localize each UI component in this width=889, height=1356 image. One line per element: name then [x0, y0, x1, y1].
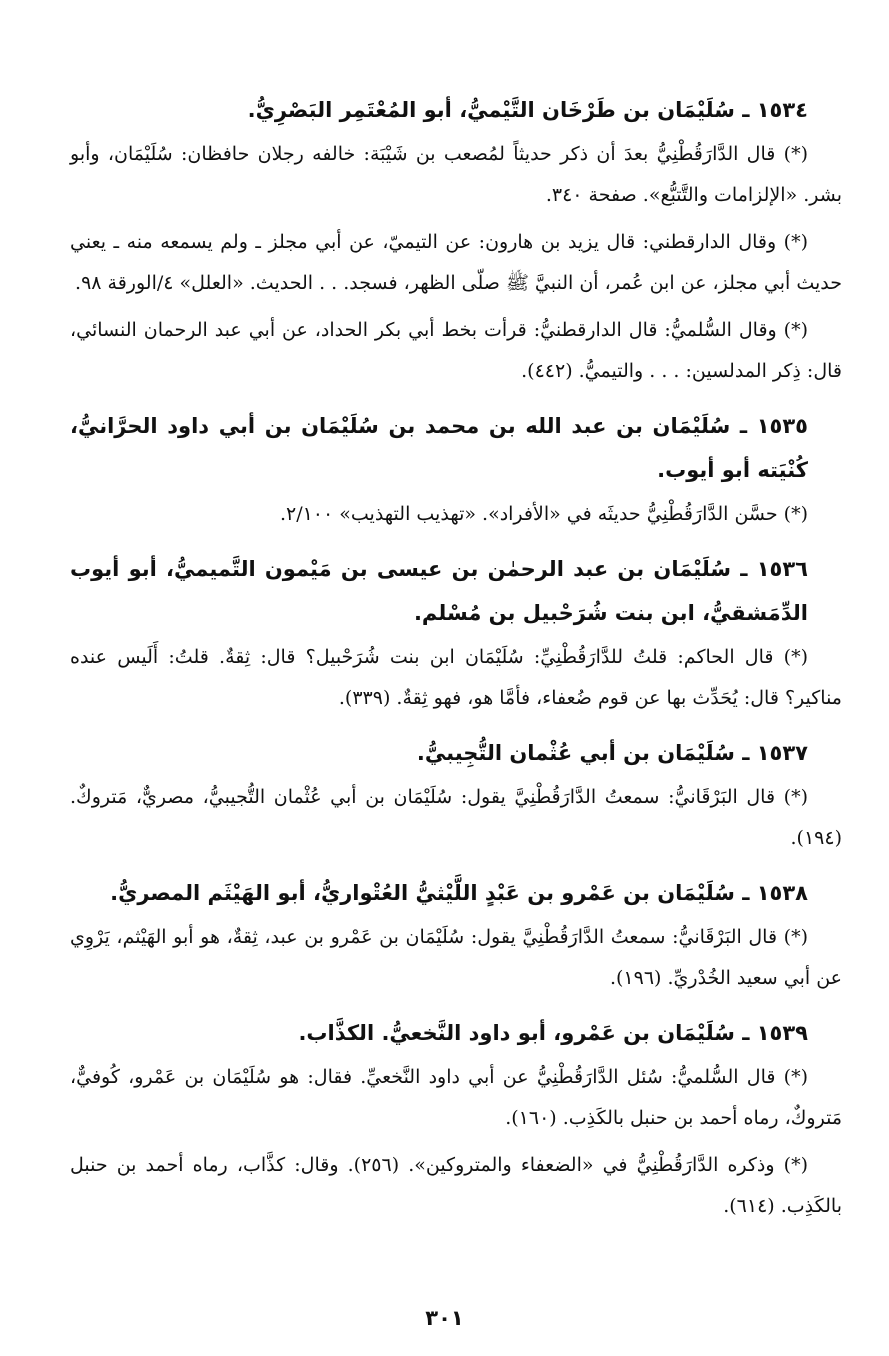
entry-heading: ١٥٣٦ ـ سُلَيْمَان بن عبد الرحمٰن بن عيسى بن مَيْمون التَّميميُّ، أبو أيوب الدِّمَشقيُّ، ابن بنت شُرَحْبيل بن مُسْلم.	[70, 557, 808, 625]
entry-paragraph: (*) قال الدَّارَقُطْنِيُّ بعدَ أن ذكر حديثاً لمُصعب بن شَيْبَة: خالفه رجلان حافظان: سُلَيْمَان، وأبو بشر. «الإلزامات والتَّتبُّع». صفحة ٣٤٠.	[70, 143, 842, 206]
entry-1538	[70, 871, 842, 999]
entry-heading: ١٥٣٨ ـ سُلَيْمَان بن عَمْرو بن عَبْدٍ اللَّيْثيُّ العُتْواريُّ، أبو الهَيْثَم المصريُّ.	[110, 881, 808, 905]
entry-heading: ١٥٣٤ ـ سُلَيْمَان بن طَرْخَان التَّيْميُّ، أبو المُعْتَمِر البَصْرِيُّ.	[247, 98, 808, 122]
entry-paragraph: (*) قال السُّلميُّ: سُئل الدَّارَقُطْنِيُّ عن أبي داود النَّخعيِّ. فقال: هو سُلَيْمَان بن عَمْرو، كُوفيٌّ، مَتروكٌ، رماه أحمد بن حنبل بالكَذِب. (١٦٠).	[70, 1066, 842, 1129]
entry-1539	[70, 1011, 842, 1227]
entry-heading: ١٥٣٩ ـ سُلَيْمَان بن عَمْرو، أبو داود النَّخعيُّ. الكذَّاب.	[298, 1021, 808, 1045]
entry-1537	[70, 731, 842, 859]
page-body	[70, 88, 842, 1239]
entry-paragraph: (*) وذكره الدَّارَقُطْنِيُّ في «الضعفاء والمتروكين». (٢٥٦). وقال: كذَّاب، رماه أحمد بن حنبل بالكَذِب. (٦١٤).	[70, 1154, 842, 1217]
entry-heading: ١٥٣٥ ـ سُلَيْمَان بن عبد الله بن محمد بن سُلَيْمَان بن أبي داود الحرَّانيُّ، كُنْيَته أبو أيوب.	[70, 414, 808, 482]
entry-paragraph: (*) قال البَرْقَانيُّ: سمعتُ الدَّارَقُطْنِيَّ يقول: سُلَيْمَان بن أبي عُثْمان التُّجيبيُّ، مصريٌّ، مَتروكٌ. (١٩٤).	[70, 786, 842, 849]
entry-paragraph: (*) قال البَرْقَانيُّ: سمعتُ الدَّارَقُطْنِيَّ يقول: سُلَيْمَان بن عَمْرو بن عبد، ثِقةٌ، هو أبو الهَيْثم، يَرْوِي عن أبي سعيد الخُدْريِّ. (١٩٦).	[70, 926, 842, 989]
entry-paragraph: (*) قال الحاكم: قلتُ للدَّارَقُطْنِيِّ: سُلَيْمَان ابن بنت شُرَحْبيل؟ قال: ثِقةٌ. قلتُ: أَلَيس عنده مناكير؟ قال: يُحَدِّث بها عن قوم ضُعفاء، فأمَّا هو، فهو ثِقةٌ. (٣٣٩).	[70, 646, 842, 709]
entry-paragraph: (*) وقال السُّلميُّ: قال الدارقطنيُّ: قرأت بخط أبي بكر الحداد، عن أبي عبد الرحمان النسائي، قال: ذِكر المدلسين: . . . والتيميُّ. (٤٤٢).	[70, 319, 842, 382]
entry-1536	[70, 547, 842, 719]
page-number: ٣٠١	[425, 1306, 464, 1330]
entry-paragraph: (*) وقال الدارقطني: قال يزيد بن هارون: عن التيميّ، عن أبي مجلز ـ ولم يسمعه منه ـ يعني حديث أبي مجلز، عن ابن عُمر، أن النبيَّ ﷺ صلّى الظهر، فسجد. . . الحديث. «العلل» ٤/الورقة ٩٨.	[70, 231, 842, 294]
entry-paragraph: (*) حسَّن الدَّارَقُطْنِيُّ حديثَه في «الأفراد». «تهذيب التهذيب» ٢/١٠٠.	[279, 503, 808, 525]
entry-1534	[70, 88, 842, 392]
entry-1535	[70, 404, 842, 535]
entry-heading: ١٥٣٧ ـ سُلَيْمَان بن أبي عُثْمان التُّجِيبيُّ.	[416, 741, 808, 765]
